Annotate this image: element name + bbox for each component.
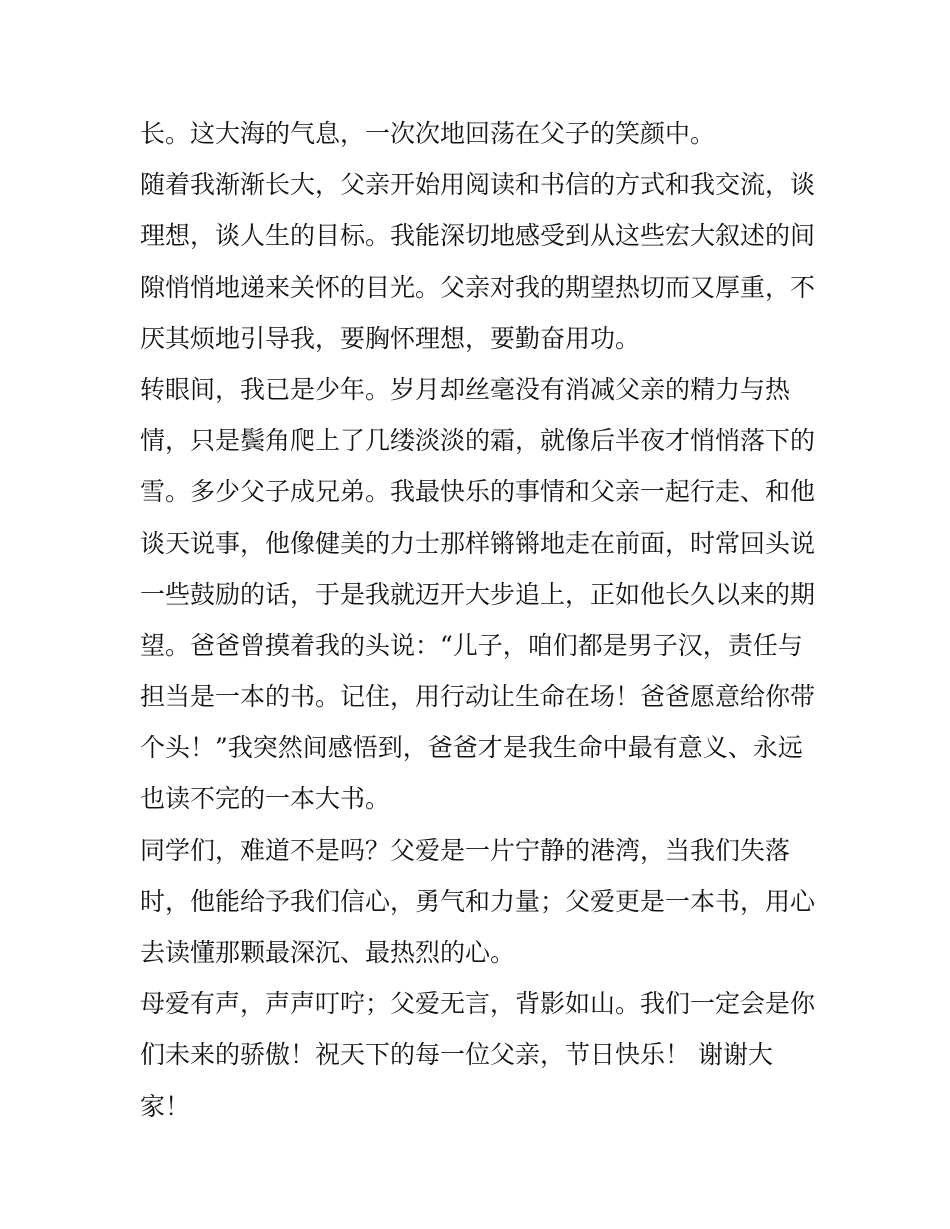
text-line: 随着我渐渐长大，父亲开始用阅读和书信的方式和我交流，谈 [140, 170, 816, 200]
text-line: 望。爸爸曾摸着我的头说：“儿子，咱们都是男子汉，责任与 [140, 630, 803, 660]
text-line: 长。这大海的气息，一次次地回荡在父子的笑颜中。 [140, 119, 716, 148]
text-line: 母爱有声，声声叮咛；父爱无言，背影如山。我们一定会是你 [140, 989, 816, 1019]
text-line: 担当是一本的书。记住，用行动让生命在场！爸爸愿意给你带 [140, 682, 816, 712]
text-line: 转眼间，我已是少年。岁月却丝毫没有消减父亲的精力与热 [140, 374, 791, 404]
text-line: 谈天说事，他像健美的力士那样锵锵地走在前面，时常回头说 [140, 528, 816, 558]
text-line: 隙悄悄地递来关怀的目光。父亲对我的期望热切而又厚重，不 [140, 272, 816, 302]
text-line: 同学们，难道不是吗？父爱是一片宁静的港湾，当我们失落 [140, 835, 791, 865]
text-line: 理想，谈人生的目标。我能深切地感受到从这些宏大叙述的间 [140, 221, 816, 251]
document-body [140, 108, 820, 1132]
text-line: 厌其烦地引导我，要胸怀理想，要勤奋用功。 [140, 323, 641, 353]
text-line: 去读懂那颗最深沉、最热烈的心。 [140, 938, 516, 967]
text-line: 个头！”我突然间感悟到，爸爸才是我生命中最有意义、永远 [140, 733, 803, 763]
text-line: 也读不完的一本大书。 [140, 784, 391, 814]
text-line: 时，他能给予我们信心，勇气和力量；父爱更是一本书，用心 [140, 886, 816, 916]
text-line: 一些鼓励的话，于是我就迈开大步追上，正如他长久以来的期 [140, 579, 816, 609]
text-line: 们未来的骄傲！祝天下的每一位父亲，节日快乐！ 谢谢大 [140, 1040, 773, 1070]
text-line: 雪。多少父子成兄弟。我最快乐的事情和父亲一起行走、和他 [140, 477, 816, 507]
text-line: 情，只是鬓角爬上了几缕淡淡的霜，就像后半夜才悄悄落下的 [140, 426, 816, 456]
text-line: 家！ [140, 1091, 191, 1121]
